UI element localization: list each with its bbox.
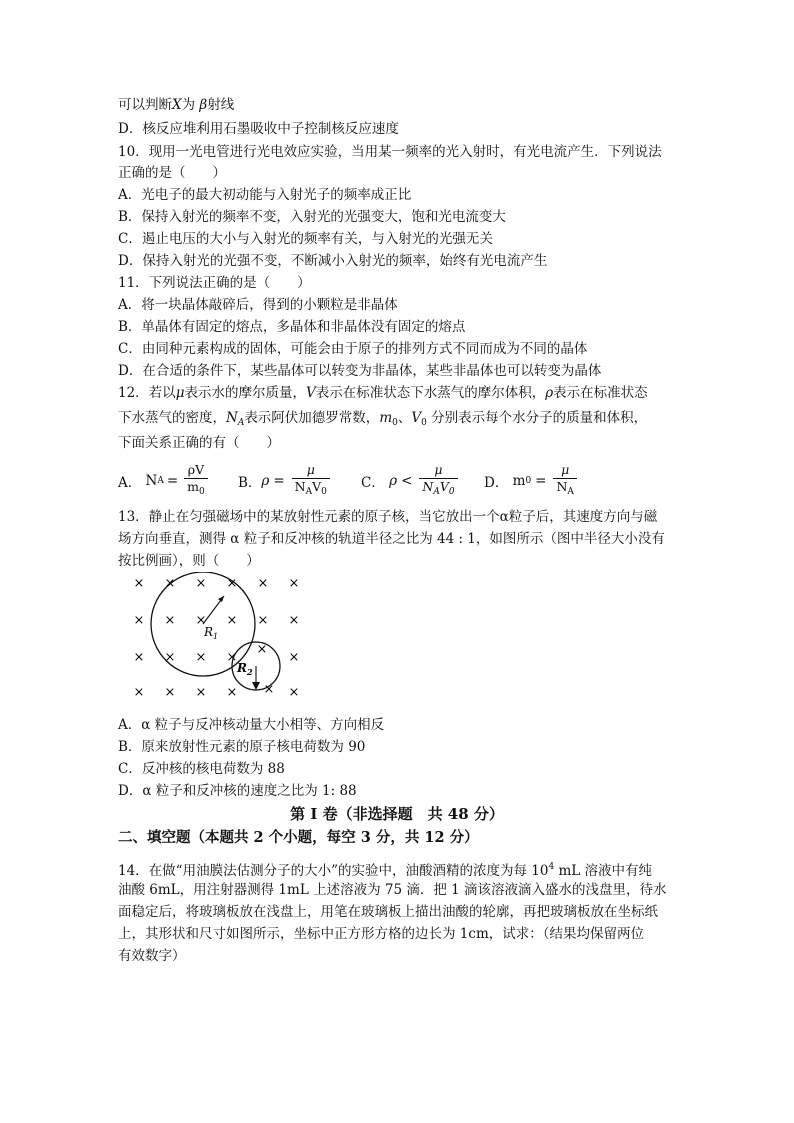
- q14-stem-5: 有效数字）: [118, 948, 186, 964]
- q13-option-b: B．原来放射性元素的原子核电荷数为 90: [118, 739, 366, 755]
- line-x-beta: 可以判断X为 β射线: [118, 97, 235, 113]
- field-cross-icon: ×: [226, 650, 238, 665]
- q13-option-a: A．α 粒子与反冲核动量大小相等、方向相反: [118, 717, 385, 733]
- q12-option-c: C． ρ < $\frac{\mu}{N_AV_0}$: [361, 458, 461, 504]
- q11-option-a: A．将一块晶体敲碎后，得到的小颗粒是非晶体: [118, 297, 398, 313]
- field-cross-icon: ×: [288, 685, 300, 700]
- q10-stem-1: 10．现用一光电管进行光电效应实验，当用某一频率的光入射时，有光电流产生．下列说法: [118, 144, 662, 160]
- fraction: $\frac{\rho V}{m_0}$: [184, 462, 208, 500]
- q10-option-b: B．保持入射光的频率不变，入射光的光强变大，饱和光电流变大: [118, 209, 506, 225]
- r1-label: $R_1$: [204, 625, 219, 641]
- q12-stem-2: 下水蒸气的密度，$N_A$表示阿伏加德罗常数，$m_0$、$V_0$ 分别表示每个水分子的质量和体积，: [118, 410, 648, 428]
- q14-stem-2: 油酸 6mL，用注射器测得 1mL 上述溶液为 75 滴．把 1 滴该溶液滴入盛水的浅盘里，待水: [118, 882, 667, 898]
- q11-option-b: B．单晶体有固定的熔点，多晶体和非晶体没有固定的熔点: [118, 319, 466, 335]
- q11-option-d: D．在合适的条件下，某些晶体可以转变为非晶体，某些非晶体也可以转变为晶体: [118, 363, 602, 379]
- q13-option-d: D．α 粒子和反冲核的速度之比为 1: 88: [118, 783, 357, 799]
- r2-label: $R_2$: [237, 661, 253, 677]
- q11-stem: 11．下列说法正确的是（ ）: [118, 275, 311, 291]
- fraction: $\frac{\mu}{N_AV_0}$: [419, 462, 457, 500]
- field-cross-icon: ×: [226, 576, 238, 591]
- magnetic-field-figure: [120, 572, 320, 707]
- field-cross-icon: ×: [133, 576, 145, 591]
- radius-r2-arrow-icon: [252, 682, 260, 690]
- fraction: $\frac{\mu}{N_AV_0}$: [292, 462, 330, 500]
- q14-stem-1: 14．在做“用油膜法估测分子的大小”的实验中，油酸酒精的浓度为每 $10^4$ mL 溶液中有纯: [118, 862, 653, 879]
- field-cross-icon: ×: [195, 650, 207, 665]
- q12-option-b: B． ρ = $\frac{\mu}{N_AV_0}$: [238, 458, 333, 504]
- q13-stem-1: 13．静止在匀强磁场中的某放射性元素的原子核，当它放出一个α粒子后，其速度方向与磁: [118, 509, 658, 525]
- field-cross-icon: ×: [288, 576, 300, 591]
- field-cross-icon: ×: [288, 650, 300, 665]
- field-cross-icon: ×: [256, 642, 268, 657]
- option-d-reactor: D．核反应堆利用石墨吸收中子控制核反应速度: [118, 121, 399, 137]
- q13-option-c: C．反冲核的核电荷数为 88: [118, 761, 285, 777]
- field-cross-icon: ×: [164, 685, 176, 700]
- field-cross-icon: ×: [164, 576, 176, 591]
- field-cross-icon: ×: [195, 576, 207, 591]
- field-cross-icon: ×: [195, 685, 207, 700]
- field-cross-icon: ×: [133, 613, 145, 628]
- field-cross-icon: ×: [133, 650, 145, 665]
- q12-stem-1: 12．若以μ表示水的摩尔质量，V表示在标准状态下水蒸气的摩尔体积，ρ表示在标准状态: [118, 385, 648, 401]
- q12-option-d: D． m 0 = $\frac{\mu}{N_A}$: [484, 458, 580, 504]
- q13-stem-2: 场方向垂直，测得 α 粒子和反冲核的轨道半径之比为 44 : 1，如图所示（图中半径大小没有: [118, 531, 665, 547]
- q10-option-a: A．光电子的最大初动能与入射光子的频率成正比: [118, 187, 412, 203]
- field-cross-icon: ×: [195, 613, 207, 628]
- radius-r1-arrow-icon: [218, 596, 224, 602]
- field-cross-icon: ×: [226, 613, 238, 628]
- q10-option-d: D．保持入射光的光强不变，不断减小入射光的频率，始终有光电流产生: [118, 253, 548, 269]
- q12-option-a: A． N A = $\frac{\rho V}{m_0}$: [118, 458, 211, 504]
- field-cross-icon: ×: [257, 613, 269, 628]
- section-heading: 第 I 卷（非选择题 共 48 分）: [290, 805, 504, 823]
- q11-option-c: C．由同种元素构成的固体，可能会由于原子的排列方式不同而成为不同的晶体: [118, 341, 588, 357]
- field-cross-icon: ×: [226, 685, 238, 700]
- field-cross-icon: ×: [133, 685, 145, 700]
- q10-option-c: C．遏止电压的大小与入射光的频率有关，与入射光的光强无关: [118, 231, 493, 247]
- q13-stem-3: 按比例画），则（ ）: [118, 553, 260, 569]
- field-cross-icon: ×: [288, 613, 300, 628]
- field-cross-icon: ×: [164, 650, 176, 665]
- part-heading: 二、填空题（本题共 2 个小题，每空 3 分，共 12 分）: [118, 829, 479, 846]
- q14-stem-4: 上，其形状和尺寸如图所示，坐标中正方形方格的边长为 1cm，试求：（结果均保留两位: [118, 926, 644, 942]
- q12-stem-3: 下面关系正确的有（ ）: [118, 435, 280, 451]
- field-cross-icon: ×: [257, 576, 269, 591]
- q14-stem-3: 面稳定后，将玻璃板放在浅盘上，用笔在玻璃板上描出油酸的轮廓，再把玻璃板放在坐标纸: [118, 904, 658, 920]
- fraction: $\frac{\mu}{N_A}$: [553, 462, 576, 500]
- field-cross-icon: ×: [164, 613, 176, 628]
- q10-stem-2: 正确的是（ ）: [118, 165, 226, 181]
- field-cross-icon: ×: [263, 682, 275, 697]
